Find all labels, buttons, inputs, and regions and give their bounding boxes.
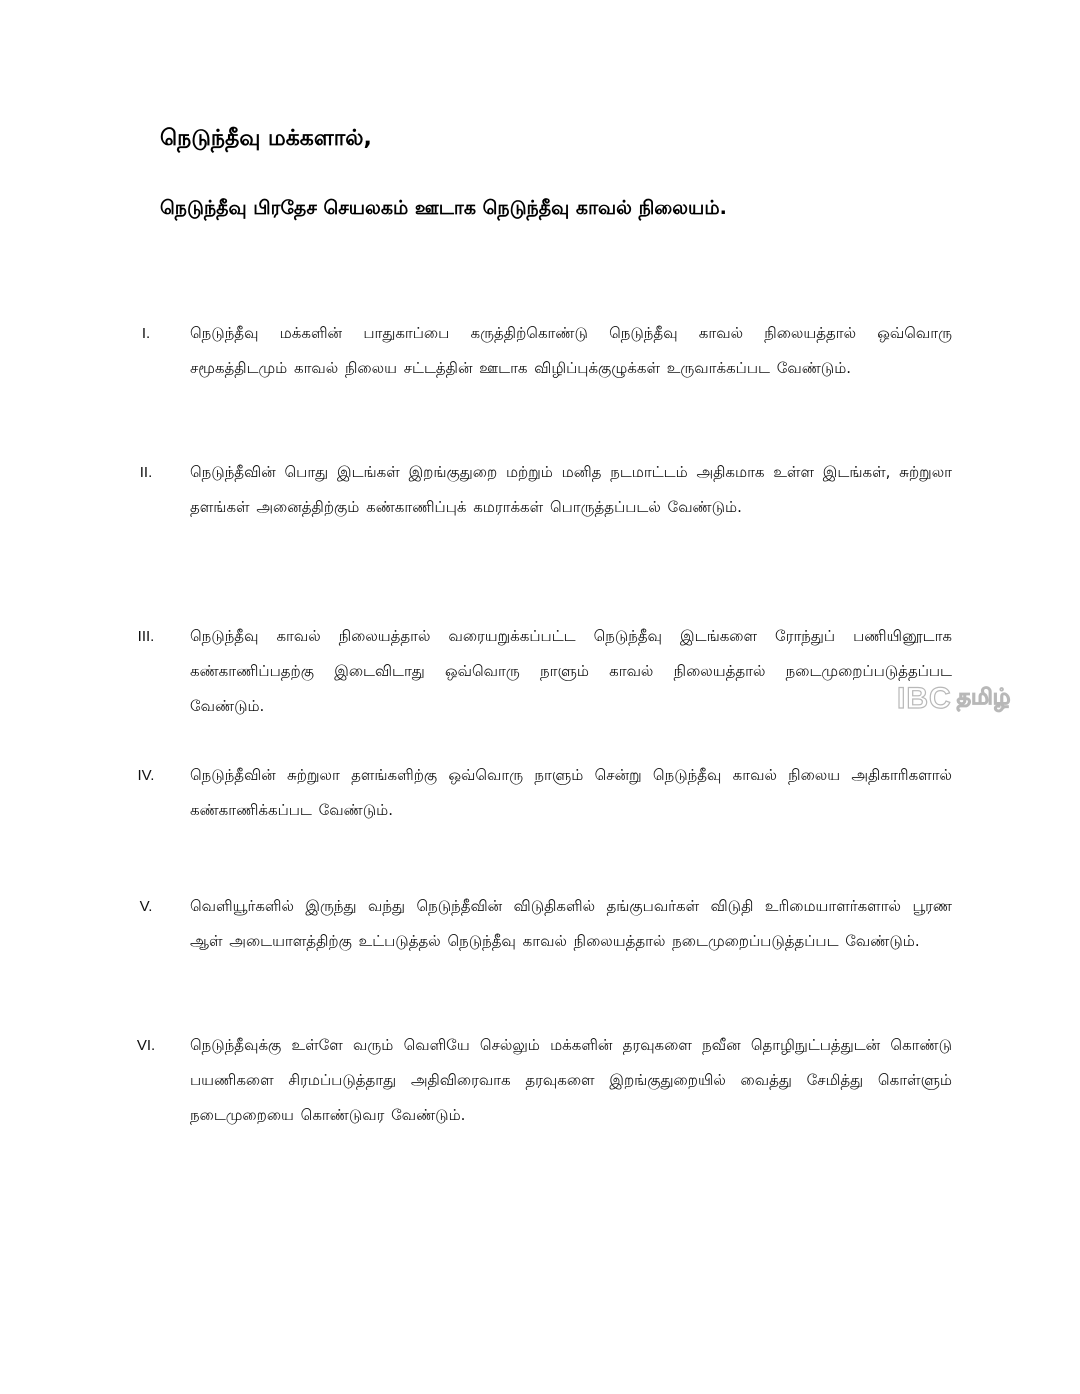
heading-from: நெடுந்தீவு மக்களால், <box>160 126 372 151</box>
item-text: நெடுந்தீவு மக்களின் பாதுகாப்பை கருத்திற்கொண்டு நெடுந்தீவு காவல் நிலையத்தால் ஒவ்வொரு சமூகத்திடமும் காவல் நிலைய சட்டத்தின் ஊடாக விழிப்புக்குழுக்கள் உருவாக்கப்பட வேண்டும். <box>190 324 952 377</box>
item-numeral: IV. <box>137 767 155 784</box>
item-numeral: II. <box>139 464 153 481</box>
item-text: நெடுந்தீவுக்கு உள்ளே வரும் வெளியே செல்லும் மக்களின் தரவுகளை நவீன தொழிநுட்பத்துடன் கொண்டு பயணிகளை சிரமப்படுத்தாது அதிவிரைவாக தரவுகளை இறங்குதுறையில் வைத்து சேமித்து கொள்ளும் நடைமுறையை கொண்டுவர வேண்டும். <box>190 1036 952 1124</box>
item-numeral: III. <box>137 628 155 645</box>
item-text: நெடுந்தீவின் பொது இடங்கள் இறங்குதுறை மற்றும் மனித நடமாட்டம் அதிகமாக உள்ள இடங்கள், சுற்றுலா தளங்கள் அனைத்திற்கும் கண்காணிப்புக் கமராக்கள் பொருத்தப்படல் வேண்டும். <box>190 463 952 516</box>
item-numeral: VI. <box>136 1037 156 1054</box>
watermark-suffix: தமிழ் <box>956 685 1011 710</box>
item-text: வெளியூர்களில் இருந்து வந்து நெடுந்தீவின் விடுதிகளில் தங்குபவர்கள் விடுதி உரிமையாளர்களால் பூரண ஆள் அடையாளத்திற்கு உட்படுத்தல் நெடுந்தீவு காவல் நிலையத்தால் நடைமுறைப்படுத்தப்பட வேண்டும். <box>190 897 952 950</box>
item-numeral: V. <box>139 898 153 915</box>
item-text: நெடுந்தீவின் சுற்றுலா தளங்களிற்கு ஒவ்வொரு நாளும் சென்று நெடுந்தீவு காவல் நிலைய அதிகாரிகளால் கண்காணிக்கப்பட வேண்டும். <box>190 766 952 819</box>
heading-to: நெடுந்தீவு பிரதேச செயலகம் ஊடாக நெடுந்தீவு காவல் நிலையம். <box>160 197 727 219</box>
item-numeral: I. <box>141 325 151 342</box>
watermark-brand: IBC <box>897 682 952 715</box>
item-text: நெடுந்தீவு காவல் நிலையத்தால் வரையறுக்கப்பட்ட நெடுந்தீவு இடங்களை ரோந்துப் பணியினூடாக கண்காணிப்பதற்கு இடைவிடாது ஒவ்வொரு நாளும் காவல் நிலையத்தால் நடைமுறைப்படுத்தப்பட வேண்டும். <box>190 627 952 715</box>
ibc-tamil-watermark <box>897 682 1037 716</box>
